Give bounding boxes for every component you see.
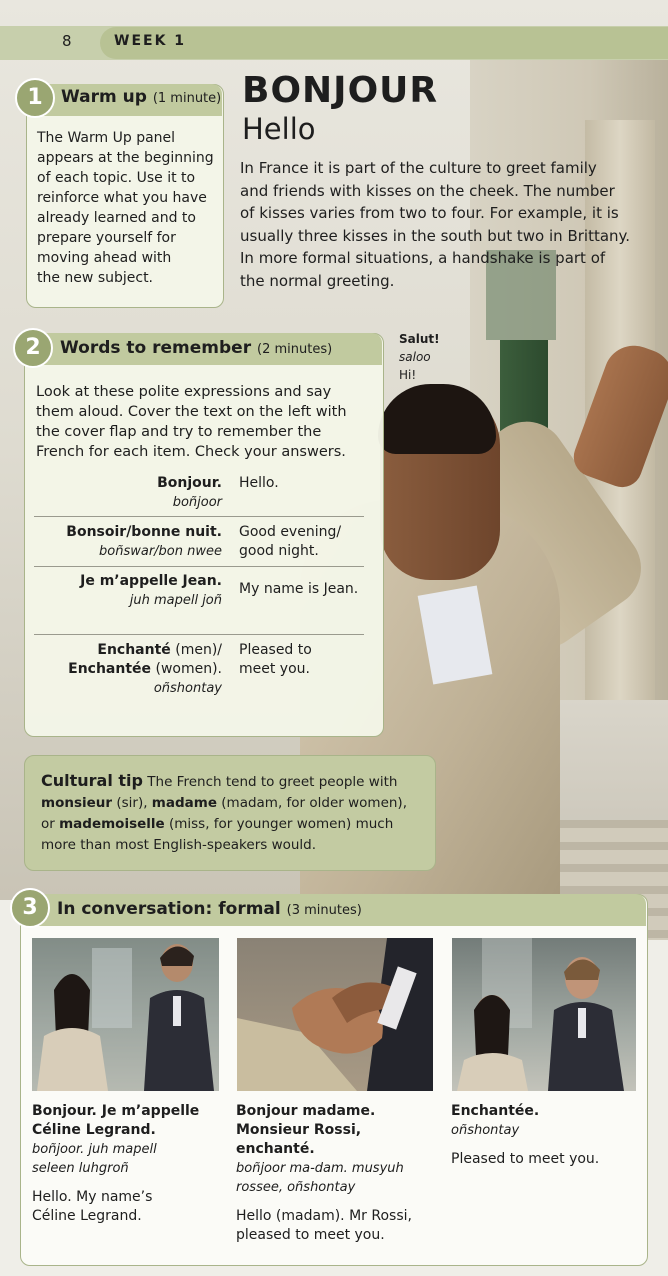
row-divider [34,516,364,517]
word-french: Bonsoir/bonne nuit. [66,524,222,540]
conversation-photo-1 [32,938,219,1091]
word-english: Good evening/ good night. [239,524,342,559]
cultural-tip-text: Cultural tip The French tend to greet people with monsieur (sir), madame (madam, for older women), or mademoiselle (miss, for younger women) much more than most English-speakers would. [41,771,407,853]
word-english: My name is Jean. [239,581,359,597]
warmup-text: The Warm Up panel appears at the beginning of each topic. Use it to reinforce what you have already learned and to prepare yourself for moving ahead with the new subject. [37,130,214,286]
words-instructions: Look at these polite expressions and say them aloud. Cover the text on the left with the cover flap and try to remember the French for each item. Check your answers. [36,384,347,460]
words-title: Words to remember (2 minutes) [60,338,333,358]
word-pronunciation: juh mapell joñ [129,593,222,608]
warmup-title: Warm up (1 minute) [61,87,222,107]
conversation-photo-2 [237,938,433,1091]
week-label: WEEK 1 [114,33,187,49]
word-english: Pleased to meet you. [239,642,312,677]
row-divider [34,566,364,567]
word-english: Hello. [239,475,279,491]
conversation-title: In conversation: formal (3 minutes) [57,899,362,919]
lesson-subtitle: Hello [242,112,316,146]
word-pronunciation: boñjoor [172,495,222,510]
step-number-badge: 1 [15,78,55,118]
step-number-badge: 3 [10,888,50,928]
photo-caption: Salut! saloo Hi! [399,332,440,382]
step-number-badge: 2 [13,328,53,368]
lesson-title: BONJOUR [242,70,439,111]
word-french: Bonjour. [157,475,222,491]
lesson-intro: In France it is part of the culture to greet family and friends with kisses on the cheek. The number of kisses varies from two to four. For example, it is usually three kisses in the south but two in Brittany. In more formal situations, a handshake is part of the normal greeting. [240,159,631,290]
row-divider [34,634,364,635]
conversation-photo-3 [452,938,636,1091]
word-pronunciation: boñswar/bon nwee [99,544,222,559]
word-french: Je m’appelle Jean. [80,573,222,589]
page-number: 8 [62,32,72,50]
word-pronunciation: oñshontay [153,681,222,696]
conversation-caption-2: Bonjour madame. Monsieur Rossi, enchanté. boñjoor ma-dam. musyuh rossee, oñshontay Hello (madam). Mr Rossi, pleased to meet you. [236,1103,412,1243]
conversation-caption-3: Enchantée. oñshontay Pleased to meet you. [451,1103,600,1167]
word-french: Enchanté (men)/ Enchantée (women). [68,642,222,677]
conversation-caption-1: Bonjour. Je m’appelle Céline Legrand. boñjoor. juh mapell seleen luhgroñ Hello. My name’s Céline Legrand. [32,1103,200,1224]
